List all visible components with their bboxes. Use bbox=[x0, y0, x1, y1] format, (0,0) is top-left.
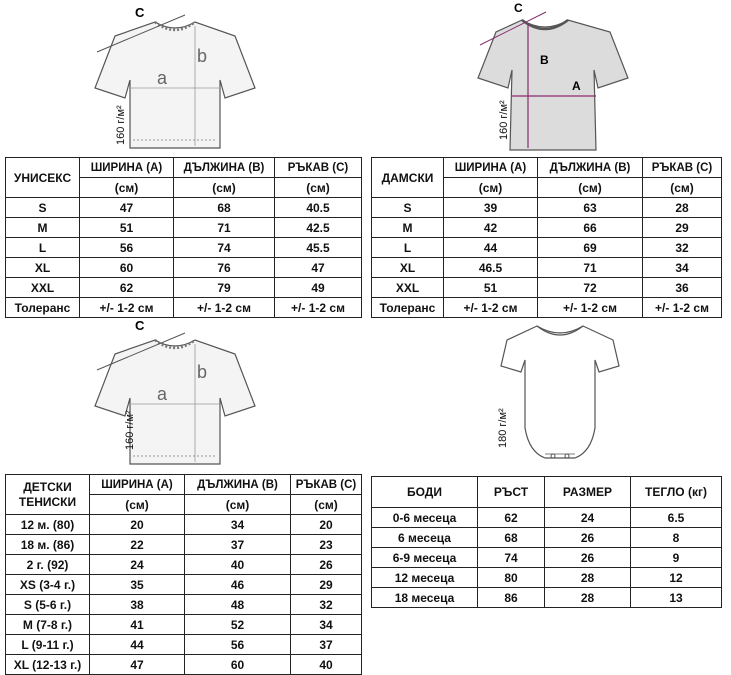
value-cell: 40 bbox=[185, 555, 291, 575]
age-cell: 0-6 месеца bbox=[372, 508, 478, 528]
table-row bbox=[6, 198, 362, 218]
women-width-header: ШИРИНА (А) bbox=[444, 158, 538, 178]
size-cell: 12 м. (80) bbox=[6, 515, 90, 535]
unisex-unit: (см) bbox=[80, 178, 174, 198]
value-cell: 56 bbox=[185, 635, 291, 655]
kids-length-header: ДЪЛЖИНА (В) bbox=[185, 475, 291, 495]
women-sleeve-header: РЪКАВ (С) bbox=[643, 158, 722, 178]
bodysuit-illustration bbox=[495, 318, 625, 468]
table-row bbox=[6, 555, 362, 575]
value-cell: 62 bbox=[80, 278, 174, 298]
value-cell: 52 bbox=[185, 615, 291, 635]
value-cell: 86 bbox=[478, 588, 545, 608]
kids-category-header bbox=[6, 475, 90, 515]
table-row bbox=[6, 278, 362, 298]
value-cell: 8 bbox=[631, 528, 722, 548]
value-cell: 48 bbox=[185, 595, 291, 615]
value-cell: 9 bbox=[631, 548, 722, 568]
table-row bbox=[372, 238, 722, 258]
value-cell: 23 bbox=[291, 535, 362, 555]
value-cell: 40.5 bbox=[275, 198, 362, 218]
value-cell: 12 bbox=[631, 568, 722, 588]
table-row bbox=[6, 515, 362, 535]
table-row bbox=[372, 508, 722, 528]
kids-tshirt-illustration bbox=[85, 318, 265, 468]
size-cell: S bbox=[372, 198, 444, 218]
table-row bbox=[6, 595, 362, 615]
value-cell: 26 bbox=[291, 555, 362, 575]
unisex-gsm: 160 г/м² bbox=[115, 105, 127, 145]
table-row bbox=[6, 238, 362, 258]
table-row bbox=[6, 535, 362, 555]
size-cell: L bbox=[6, 238, 80, 258]
value-cell: 32 bbox=[291, 595, 362, 615]
bodysuit-category-header: БОДИ bbox=[372, 477, 478, 508]
size-cell: M bbox=[6, 218, 80, 238]
bodysuit-size-table bbox=[371, 476, 722, 608]
women-tshirt-illustration bbox=[470, 0, 640, 155]
kids-unit: (см) bbox=[185, 495, 291, 515]
value-cell: 28 bbox=[545, 568, 631, 588]
unisex-sleeve-header: РЪКАВ (С) bbox=[275, 158, 362, 178]
unisex-category-header: УНИСЕКС bbox=[6, 158, 80, 198]
table-row bbox=[372, 528, 722, 548]
value-cell: 60 bbox=[80, 258, 174, 278]
value-cell: 66 bbox=[538, 218, 643, 238]
unisex-label-c: C bbox=[135, 5, 145, 20]
unisex-tshirt-illustration bbox=[85, 0, 265, 150]
value-cell: 42.5 bbox=[275, 218, 362, 238]
table-row bbox=[372, 198, 722, 218]
women-length-header: ДЪЛЖИНА (В) bbox=[538, 158, 643, 178]
table-row bbox=[6, 575, 362, 595]
women-size-table bbox=[371, 157, 722, 318]
kids-size-table bbox=[5, 474, 362, 675]
tolerance-cell: +/- 1-2 см bbox=[643, 298, 722, 318]
value-cell: 13 bbox=[631, 588, 722, 608]
unisex-label-a: a bbox=[157, 68, 168, 88]
table-row bbox=[6, 258, 362, 278]
kids-unit: (см) bbox=[90, 495, 185, 515]
kids-label-c: C bbox=[135, 318, 145, 333]
table-row bbox=[6, 615, 362, 635]
unisex-width-header: ШИРИНА (А) bbox=[80, 158, 174, 178]
kids-label-b: b bbox=[197, 362, 208, 382]
tolerance-cell: +/- 1-2 см bbox=[444, 298, 538, 318]
size-cell: 2 г. (92) bbox=[6, 555, 90, 575]
value-cell: 29 bbox=[643, 218, 722, 238]
unisex-length-header: ДЪЛЖИНА (В) bbox=[174, 158, 275, 178]
size-cell: L bbox=[372, 238, 444, 258]
value-cell: 56 bbox=[80, 238, 174, 258]
kids-width-header: ШИРИНА (А) bbox=[90, 475, 185, 495]
value-cell: 44 bbox=[90, 635, 185, 655]
value-cell: 63 bbox=[538, 198, 643, 218]
value-cell: 37 bbox=[291, 635, 362, 655]
women-category-header: ДАМСКИ bbox=[372, 158, 444, 198]
value-cell: 51 bbox=[80, 218, 174, 238]
unisex-unit: (см) bbox=[275, 178, 362, 198]
value-cell: 6.5 bbox=[631, 508, 722, 528]
value-cell: 79 bbox=[174, 278, 275, 298]
table-row bbox=[6, 655, 362, 675]
age-cell: 6-9 месеца bbox=[372, 548, 478, 568]
value-cell: 41 bbox=[90, 615, 185, 635]
value-cell: 35 bbox=[90, 575, 185, 595]
table-row bbox=[6, 298, 362, 318]
value-cell: 32 bbox=[643, 238, 722, 258]
value-cell: 24 bbox=[90, 555, 185, 575]
table-row bbox=[6, 635, 362, 655]
size-cell: S bbox=[6, 198, 80, 218]
women-unit: (см) bbox=[444, 178, 538, 198]
table-row bbox=[6, 218, 362, 238]
women-unit: (см) bbox=[643, 178, 722, 198]
women-label-c: C bbox=[514, 1, 523, 15]
value-cell: 68 bbox=[174, 198, 275, 218]
size-cell: 18 м. (86) bbox=[6, 535, 90, 555]
value-cell: 69 bbox=[538, 238, 643, 258]
value-cell: 34 bbox=[291, 615, 362, 635]
size-cell: S (5-6 г.) bbox=[6, 595, 90, 615]
women-label-a: A bbox=[572, 79, 581, 93]
value-cell: 80 bbox=[478, 568, 545, 588]
value-cell: 49 bbox=[275, 278, 362, 298]
kids-sleeve-header: РЪКАВ (С) bbox=[291, 475, 362, 495]
kids-label-a: a bbox=[157, 384, 168, 404]
value-cell: 24 bbox=[545, 508, 631, 528]
value-cell: 42 bbox=[444, 218, 538, 238]
age-cell: 6 месеца bbox=[372, 528, 478, 548]
value-cell: 46 bbox=[185, 575, 291, 595]
size-cell: XXL bbox=[6, 278, 80, 298]
value-cell: 40 bbox=[291, 655, 362, 675]
bodysuit-weight-header: ТЕГЛО (кг) bbox=[631, 477, 722, 508]
value-cell: 28 bbox=[545, 588, 631, 608]
women-gsm: 160 г/м² bbox=[498, 100, 510, 140]
value-cell: 51 bbox=[444, 278, 538, 298]
kids-header-line2: ТЕНИСКИ bbox=[18, 494, 77, 509]
table-row bbox=[372, 568, 722, 588]
table-row bbox=[372, 588, 722, 608]
value-cell: 47 bbox=[275, 258, 362, 278]
value-cell: 46.5 bbox=[444, 258, 538, 278]
age-cell: 12 месеца bbox=[372, 568, 478, 588]
tolerance-cell: +/- 1-2 см bbox=[538, 298, 643, 318]
value-cell: 44 bbox=[444, 238, 538, 258]
women-label-b: B bbox=[540, 53, 549, 67]
tolerance-cell: +/- 1-2 см bbox=[174, 298, 275, 318]
women-unit: (см) bbox=[538, 178, 643, 198]
value-cell: 71 bbox=[538, 258, 643, 278]
value-cell: 28 bbox=[643, 198, 722, 218]
bodysuit-gsm: 180 г/м² bbox=[497, 408, 509, 448]
bodysuit-height-header: РЪСТ bbox=[478, 477, 545, 508]
value-cell: 60 bbox=[185, 655, 291, 675]
value-cell: 62 bbox=[478, 508, 545, 528]
table-row bbox=[372, 548, 722, 568]
kids-unit: (см) bbox=[291, 495, 362, 515]
kids-header-line1: ДЕТСКИ bbox=[23, 479, 72, 494]
table-row bbox=[372, 278, 722, 298]
table-row bbox=[372, 218, 722, 238]
value-cell: 34 bbox=[643, 258, 722, 278]
value-cell: 68 bbox=[478, 528, 545, 548]
size-cell: XL (12-13 г.) bbox=[6, 655, 90, 675]
value-cell: 20 bbox=[90, 515, 185, 535]
value-cell: 34 bbox=[185, 515, 291, 535]
value-cell: 74 bbox=[478, 548, 545, 568]
tolerance-cell: +/- 1-2 см bbox=[80, 298, 174, 318]
tolerance-cell: +/- 1-2 см bbox=[275, 298, 362, 318]
value-cell: 37 bbox=[185, 535, 291, 555]
value-cell: 36 bbox=[643, 278, 722, 298]
value-cell: 74 bbox=[174, 238, 275, 258]
value-cell: 29 bbox=[291, 575, 362, 595]
value-cell: 22 bbox=[90, 535, 185, 555]
value-cell: 76 bbox=[174, 258, 275, 278]
unisex-size-table bbox=[5, 157, 362, 318]
size-cell: XXL bbox=[372, 278, 444, 298]
tolerance-label: Толеранс bbox=[372, 298, 444, 318]
value-cell: 45.5 bbox=[275, 238, 362, 258]
value-cell: 39 bbox=[444, 198, 538, 218]
unisex-label-b: b bbox=[197, 46, 208, 66]
size-cell: XS (3-4 г.) bbox=[6, 575, 90, 595]
value-cell: 71 bbox=[174, 218, 275, 238]
size-cell: L (9-11 г.) bbox=[6, 635, 90, 655]
value-cell: 47 bbox=[90, 655, 185, 675]
value-cell: 20 bbox=[291, 515, 362, 535]
tolerance-label: Толеранс bbox=[6, 298, 80, 318]
value-cell: 38 bbox=[90, 595, 185, 615]
value-cell: 47 bbox=[80, 198, 174, 218]
bodysuit-size-header: РАЗМЕР bbox=[545, 477, 631, 508]
table-row bbox=[372, 258, 722, 278]
unisex-unit: (см) bbox=[174, 178, 275, 198]
value-cell: 72 bbox=[538, 278, 643, 298]
size-cell: XL bbox=[6, 258, 80, 278]
value-cell: 26 bbox=[545, 548, 631, 568]
table-row bbox=[372, 298, 722, 318]
age-cell: 18 месеца bbox=[372, 588, 478, 608]
size-cell: XL bbox=[372, 258, 444, 278]
value-cell: 26 bbox=[545, 528, 631, 548]
size-cell: M bbox=[372, 218, 444, 238]
size-cell: M (7-8 г.) bbox=[6, 615, 90, 635]
kids-gsm: 160 г/м² bbox=[124, 410, 136, 450]
